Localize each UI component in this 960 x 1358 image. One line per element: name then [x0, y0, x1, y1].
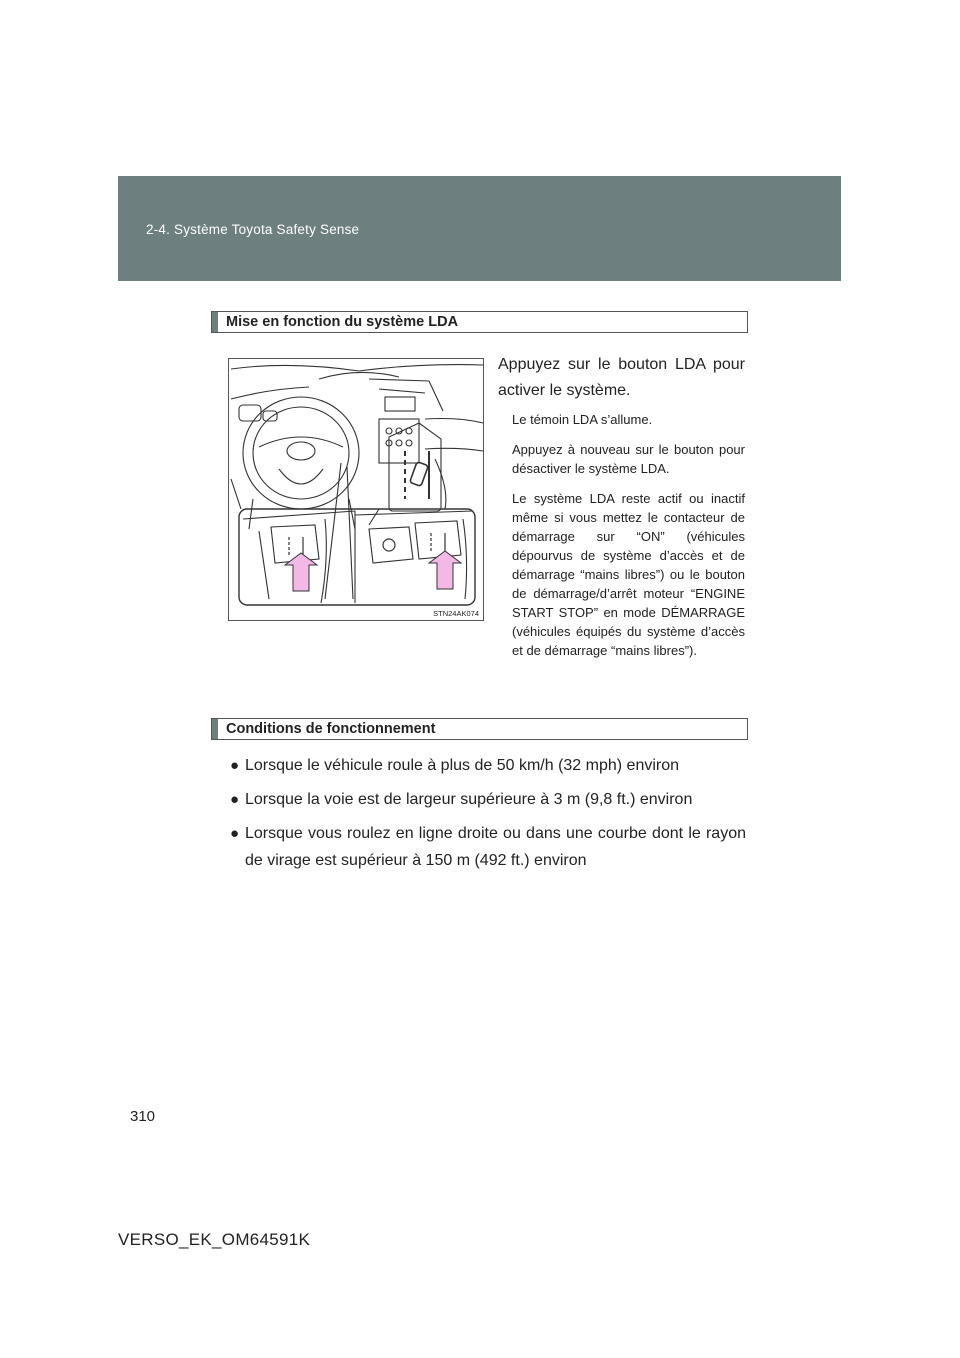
heading-text: Conditions de fonctionnement: [226, 721, 436, 737]
section-heading-activation: [211, 311, 748, 333]
page-number: 310: [130, 1108, 156, 1125]
condition-item: [230, 820, 746, 874]
heading-text: Mise en fonction du système LDA: [226, 314, 459, 330]
note-deactivate: Appuyez à nouveau sur le bouton pour désactiver le système LDA.: [512, 442, 745, 476]
header-band: [118, 176, 841, 281]
condition-text: Lorsque le véhicule roule à plus de 50 km/h (32 mph) environ: [245, 757, 680, 774]
heading-accent-bar: [212, 719, 218, 739]
document-code: VERSO_EK_OM64591K: [118, 1230, 311, 1249]
figure-code: STN24AK074: [433, 609, 479, 618]
heading-accent-bar: [212, 312, 218, 332]
section-heading-conditions: [211, 718, 748, 740]
condition-item: [230, 752, 746, 779]
bullet-icon: ●: [230, 791, 240, 808]
condition-text: Lorsque vous roulez en ligne droite ou dans une courbe dont le rayon de virage est supérieur à 150 m (492 ft.) environ: [245, 825, 746, 869]
note-remains-active: Le système LDA reste actif ou inactif même si vous mettez le contacteur de démarrage sur “ON” (véhicules dépourvus de système d’accès et de démarrage “mains libres”) ou le bouton de démarrage/d’arrêt moteur “ENGINE START STOP” en mode DÉMARRAGE (véhicules équipés du système d’accès et de démarrage “mains libres”).: [512, 491, 745, 658]
dashboard-drawing: [229, 359, 485, 622]
condition-text: Lorsque la voie est de largeur supérieure à 3 m (9,8 ft.) environ: [245, 791, 693, 808]
bullet-icon: ●: [230, 757, 240, 774]
note-indicator-on: Le témoin LDA s’allume.: [512, 412, 653, 427]
section-reference: 2-4. Système Toyota Safety Sense: [146, 222, 360, 237]
bullet-icon: ●: [230, 825, 240, 842]
activation-instruction: Appuyez sur le bouton LDA pour activer le système.: [498, 356, 745, 399]
lda-button-illustration: [228, 358, 484, 621]
condition-item: [230, 786, 746, 813]
